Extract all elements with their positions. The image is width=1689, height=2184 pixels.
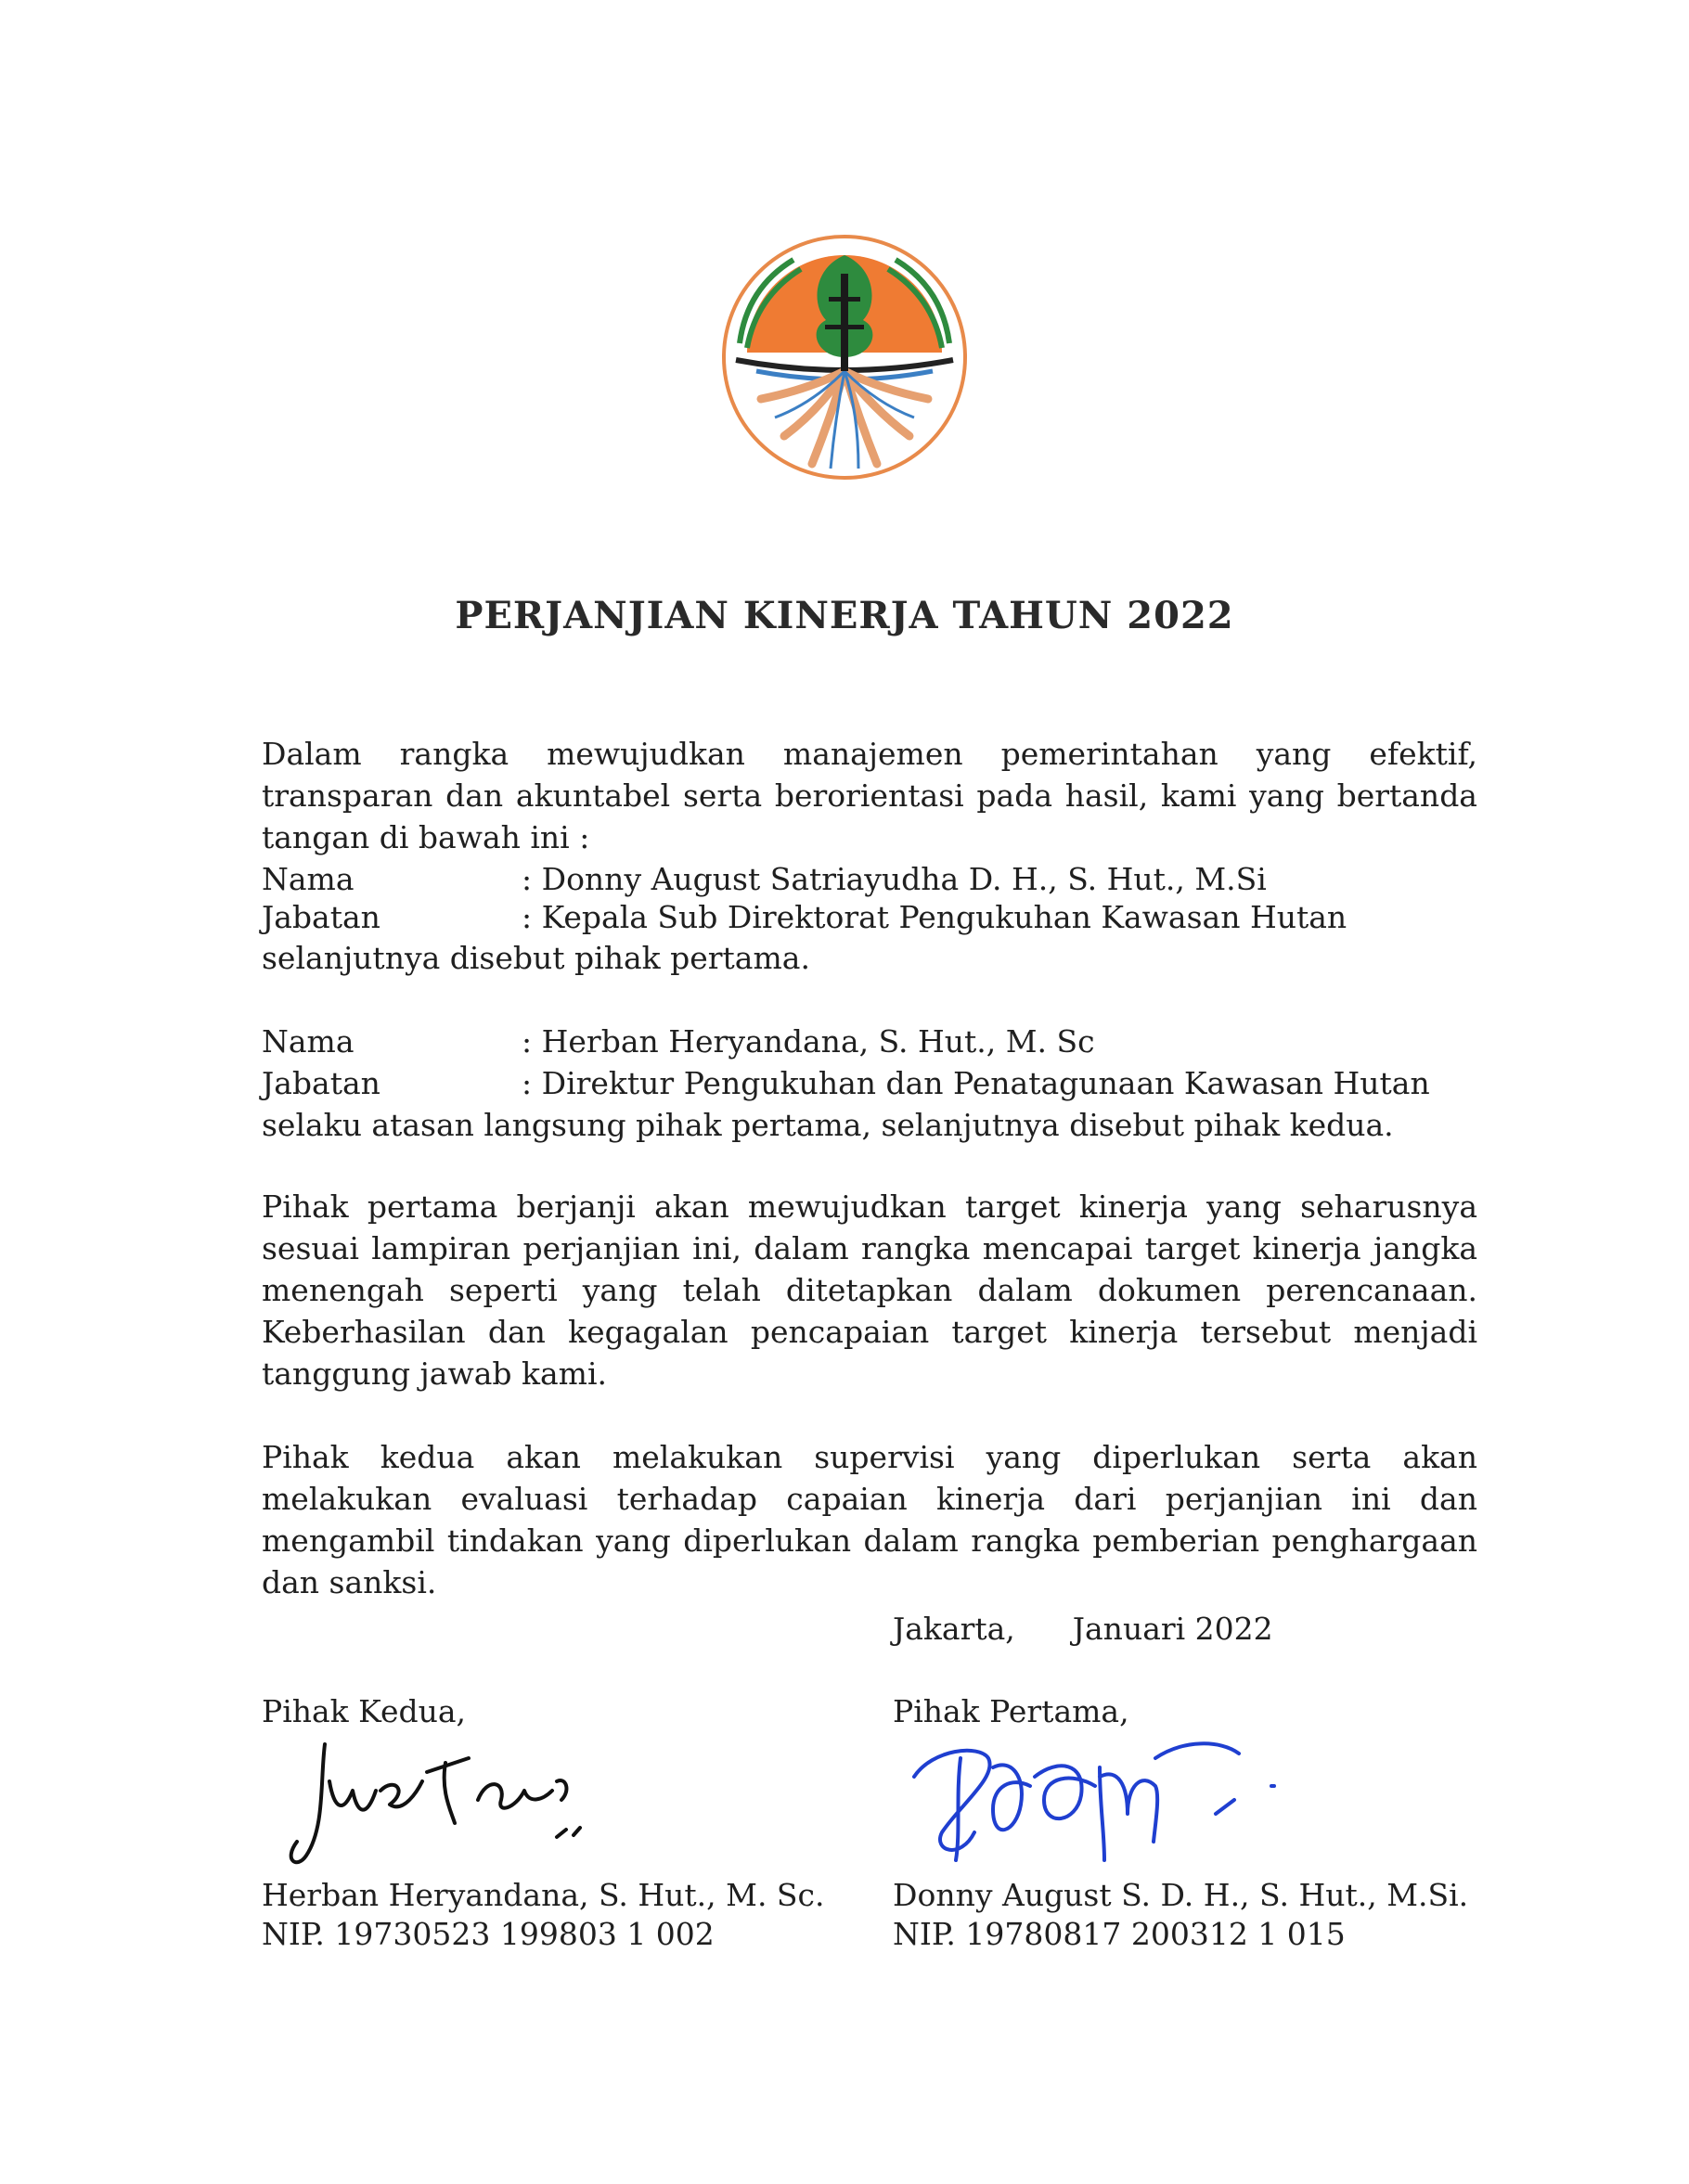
second-party-note: selaku atasan langsung pihak pertama, selanjutnya disebut pihak kedua. bbox=[262, 1107, 1394, 1143]
commitment-paragraph: Pihak pertama berjanji akan mewujudkan target kinerja yang seharusnya sesuai lampiran perjanjian ini, dalam rangka mencapai target kinerja jangka menengah seperti yang telah ditetapkan dalam dokumen perencanaan. Keberhasilan dan kegagalan pencapaian target kinerja tersebut menjadi tanggung jawab kami. bbox=[262, 1188, 1477, 1392]
name-value: : Donny August Satriayudha D. H., S. Hut., M.Si bbox=[522, 861, 1267, 897]
intro-paragraph: Dalam rangka mewujudkan manajemen pemerintahan yang efektif, transparan dan akuntabel serta berorientasi pada hasil, kami yang bertanda tangan di bawah ini : bbox=[262, 736, 1477, 855]
right-signatory-name: Donny August S. D. H., S. Hut., M.Si. bbox=[893, 1877, 1469, 1913]
ministry-logo bbox=[719, 232, 970, 482]
left-signature-caption: Pihak Kedua, bbox=[262, 1693, 467, 1729]
name-label: Nama bbox=[262, 861, 355, 897]
second-party-name-row bbox=[262, 1021, 1095, 1062]
left-signatory-name: Herban Heryandana, S. Hut., M. Sc. bbox=[262, 1877, 825, 1913]
name-label: Nama bbox=[262, 1023, 355, 1060]
name-value: : Herban Heryandana, S. Hut., M. Sc bbox=[522, 1023, 1095, 1060]
supervision-paragraph: Pihak kedua akan melakukan supervisi yang diperlukan serta akan melakukan evaluasi terhadap capaian kinerja dari perjanjian ini dan mengambil tindakan yang diperlukan dalam rangka pemberian penghargaan dan sanksi. bbox=[262, 1439, 1477, 1600]
first-party-position-row bbox=[262, 896, 1347, 938]
left-signatory-nip: NIP. 19730523 199803 1 002 bbox=[262, 1916, 715, 1952]
position-value: : Direktur Pengukuhan dan Penatagunaan Kawasan Hutan bbox=[522, 1065, 1430, 1101]
first-party-name-row bbox=[262, 858, 1267, 900]
place-date bbox=[893, 1608, 1273, 1650]
position-label: Jabatan bbox=[262, 1065, 380, 1101]
position-value: : Kepala Sub Direktorat Pengukuhan Kawasan Hutan bbox=[522, 899, 1347, 935]
second-party-position-row bbox=[262, 1062, 1430, 1104]
left-handwritten-signature bbox=[278, 1726, 640, 1874]
right-handwritten-signature bbox=[905, 1721, 1295, 1879]
document-title: PERJANJIAN KINERJA TAHUN 2022 bbox=[455, 594, 1234, 637]
place: Jakarta, bbox=[893, 1611, 1015, 1647]
right-signature-caption: Pihak Pertama, bbox=[893, 1693, 1129, 1729]
right-signatory-nip: NIP. 19780817 200312 1 015 bbox=[893, 1916, 1346, 1952]
date: Januari 2022 bbox=[1072, 1611, 1273, 1647]
position-label: Jabatan bbox=[262, 899, 380, 935]
first-party-note: selanjutnya disebut pihak pertama. bbox=[262, 940, 810, 976]
